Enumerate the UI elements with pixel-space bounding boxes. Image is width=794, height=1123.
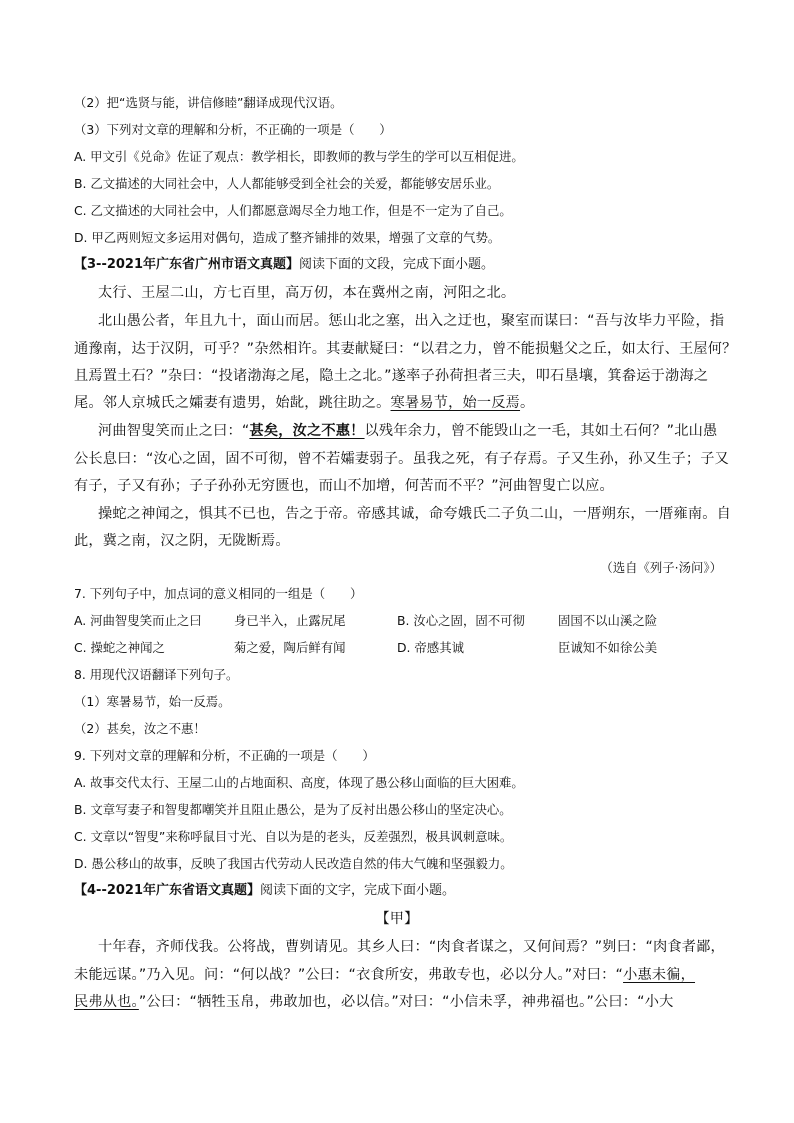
question-7-option-b-part-1: B. 汝心之固，固不可彻 xyxy=(397,613,525,628)
question-3-option-a: A. 甲文引《兑命》佐证了观点：教学相长，即教师的教与学生的学可以互相促进。 xyxy=(74,149,524,164)
question-7-option-d-part-1: D. 帝感其诚 xyxy=(397,640,464,655)
section-3-source-tag: 【3--2021年广东省广州市语文真题】 xyxy=(74,257,300,272)
question-8-sentence-2: （2）甚矣，汝之不惠！ xyxy=(74,721,206,736)
passage-text: 尾。邻人京城氏之孀妻有遗男，始龀，跳往助之。 xyxy=(74,395,391,411)
question-2-translate: （2）把“选贤与能，讲信修睦”翻译成现代汉语。 xyxy=(74,95,343,110)
passage-paragraph-2-line-2: 通豫南，达于汉阴，可乎？”杂然相许。其妻献疑曰：“以君之力，曾不能损魁父之丘，如太行、王屋何？ xyxy=(74,341,737,357)
underlined-sentence-1: 寒暑易节，始一反焉 xyxy=(390,395,521,411)
passage-paragraph-4-line-2: 此，冀之南，汉之阴，无陇断焉。 xyxy=(74,533,290,549)
question-7-option-d-part-2: 臣诚知不如徐公美 xyxy=(558,640,658,655)
question-7-option-c-part-1: C. 操蛇之神闻之 xyxy=(74,640,165,655)
passage-text: 未能远谋。”乃入见。问：“何以战？”公曰：“衣食所安，弗敢专也，必以分人。”对曰：“ xyxy=(74,967,624,983)
question-7-row-cd xyxy=(74,639,724,657)
question-9-option-b: B. 文章写妻子和智叟都嘲笑并且阻止愚公，是为了反衬出愚公移山的坚定决心。 xyxy=(74,802,512,817)
passage-paragraph-4-line-1: 操蛇之神闻之，惧其不已也，告之于帝。帝感其诚，命夸娥氏二子负二山，一厝朔东，一厝雍南。自 xyxy=(98,506,732,522)
passage-text: 河曲智叟笑而止之曰：“ xyxy=(98,423,250,439)
section-4-instruction: 阅读下面的文字，完成下面小题。 xyxy=(260,883,456,898)
section-3-instruction: 阅读下面的文段，完成下面小题。 xyxy=(299,257,495,272)
passage-text: 以残年余力，曾不能毁山之一毛，其如土石何？”北山愚 xyxy=(364,423,718,439)
question-8-sentence-1: （1）寒暑易节，始一反焉。 xyxy=(74,694,231,709)
question-3-option-c: C. 乙文描述的大同社会中，人们都愿意竭尽全力地工作，但是不一定为了自己。 xyxy=(74,203,512,218)
passage-paragraph-3-line-1 xyxy=(98,422,717,440)
underlined-sentence-3a: 小惠未徧， xyxy=(623,967,696,983)
question-7-option-a-part-2: 身已半入，止露尻尾 xyxy=(234,613,346,628)
underlined-sentence-3b: 民弗从也。 xyxy=(74,994,139,1010)
question-7-option-a-part-1: A. 河曲智叟笑而止之曰 xyxy=(74,613,202,628)
passage-paragraph-1: 太行、王屋二山，方七百里，高万仞，本在冀州之南，河阳之北。 xyxy=(98,285,516,301)
passage-source: （选自《列子·汤问》） xyxy=(600,560,722,575)
question-8-stem: 8. 用现代汉语翻译下列句子。 xyxy=(74,667,239,682)
passage-text: 。 xyxy=(520,395,535,411)
question-7-option-c-part-2: 菊之爱，陶后鲜有闻 xyxy=(234,640,346,655)
question-9-option-c: C. 文章以“智叟”来称呼鼠目寸光、自以为是的老头，反差强烈，极具讽刺意味。 xyxy=(74,829,513,844)
underlined-sentence-2: 甚矣，汝之不惠！ xyxy=(249,423,365,439)
section-3-header xyxy=(74,256,494,274)
question-9-option-d: D. 愚公移山的故事，反映了我国古代劳动人民改造自然的伟大气魄和坚强毅力。 xyxy=(74,856,513,871)
passage-paragraph-3-line-2: 公长息曰：“汝心之固，固不可彻，曾不若孀妻弱子。虽我之死，有子存焉。子又生孙，孙又生子；子又 xyxy=(74,451,729,467)
question-7-row-ab xyxy=(74,612,724,630)
question-3-stem: （3）下列对文章的理解和分析，不正确的一项是（ ） xyxy=(74,122,392,137)
question-7-option-b-part-2: 固国不以山溪之险 xyxy=(558,613,658,628)
passage-paragraph-2-line-3: 且焉置土石？”杂曰：“投诸渤海之尾，隐土之北。”遂率子孙荷担者三夫，叩石垦壤，箕畚运于渤海之 xyxy=(74,368,709,384)
question-9-option-a: A. 故事交代太行、王屋二山的占地面积、高度，体现了愚公移山面临的巨大困难。 xyxy=(74,775,524,790)
question-3-option-d: D. 甲乙两则短文多运用对偶句，造成了整齐铺排的效果，增强了文章的气势。 xyxy=(74,230,501,245)
section-4-source-tag: 【4--2021年广东省语文真题】 xyxy=(74,883,261,898)
passage-jia-title: 【甲】 xyxy=(375,911,419,927)
question-7-stem: 7. 下列句子中，加点词的意义相同的一组是（ ） xyxy=(74,586,363,601)
passage-paragraph-3-line-3: 有子，子又有孙；子子孙孙无穷匮也，而山不加增，何苦而不平？”河曲智叟亡以应。 xyxy=(74,478,614,494)
passage-jia-line-1: 十年春，齐师伐我。公将战，曹刿请见。其乡人曰：“肉食者谋之，又何间焉？”刿曰：“肉食者鄙， xyxy=(98,939,725,955)
passage-text: ”公曰：“牺牲玉帛，弗敢加也，必以信。”对曰：“小信未孚，神弗福也。”公曰：“小大 xyxy=(138,994,674,1010)
passage-jia-line-2 xyxy=(74,966,695,984)
question-3-option-b: B. 乙文描述的大同社会中，人人都能够受到全社会的关爱，都能够安居乐业。 xyxy=(74,176,500,191)
passage-jia-line-3 xyxy=(74,993,674,1011)
question-9-stem: 9. 下列对文章的理解和分析，不正确的一项是（ ） xyxy=(74,748,375,763)
passage-paragraph-2-line-4 xyxy=(74,394,534,412)
passage-paragraph-2-line-1: 北山愚公者，年且九十，面山而居。惩山北之塞，出入之迂也，聚室而谋曰：“吾与汝毕力平险，指 xyxy=(98,313,725,329)
section-4-header xyxy=(74,882,455,900)
